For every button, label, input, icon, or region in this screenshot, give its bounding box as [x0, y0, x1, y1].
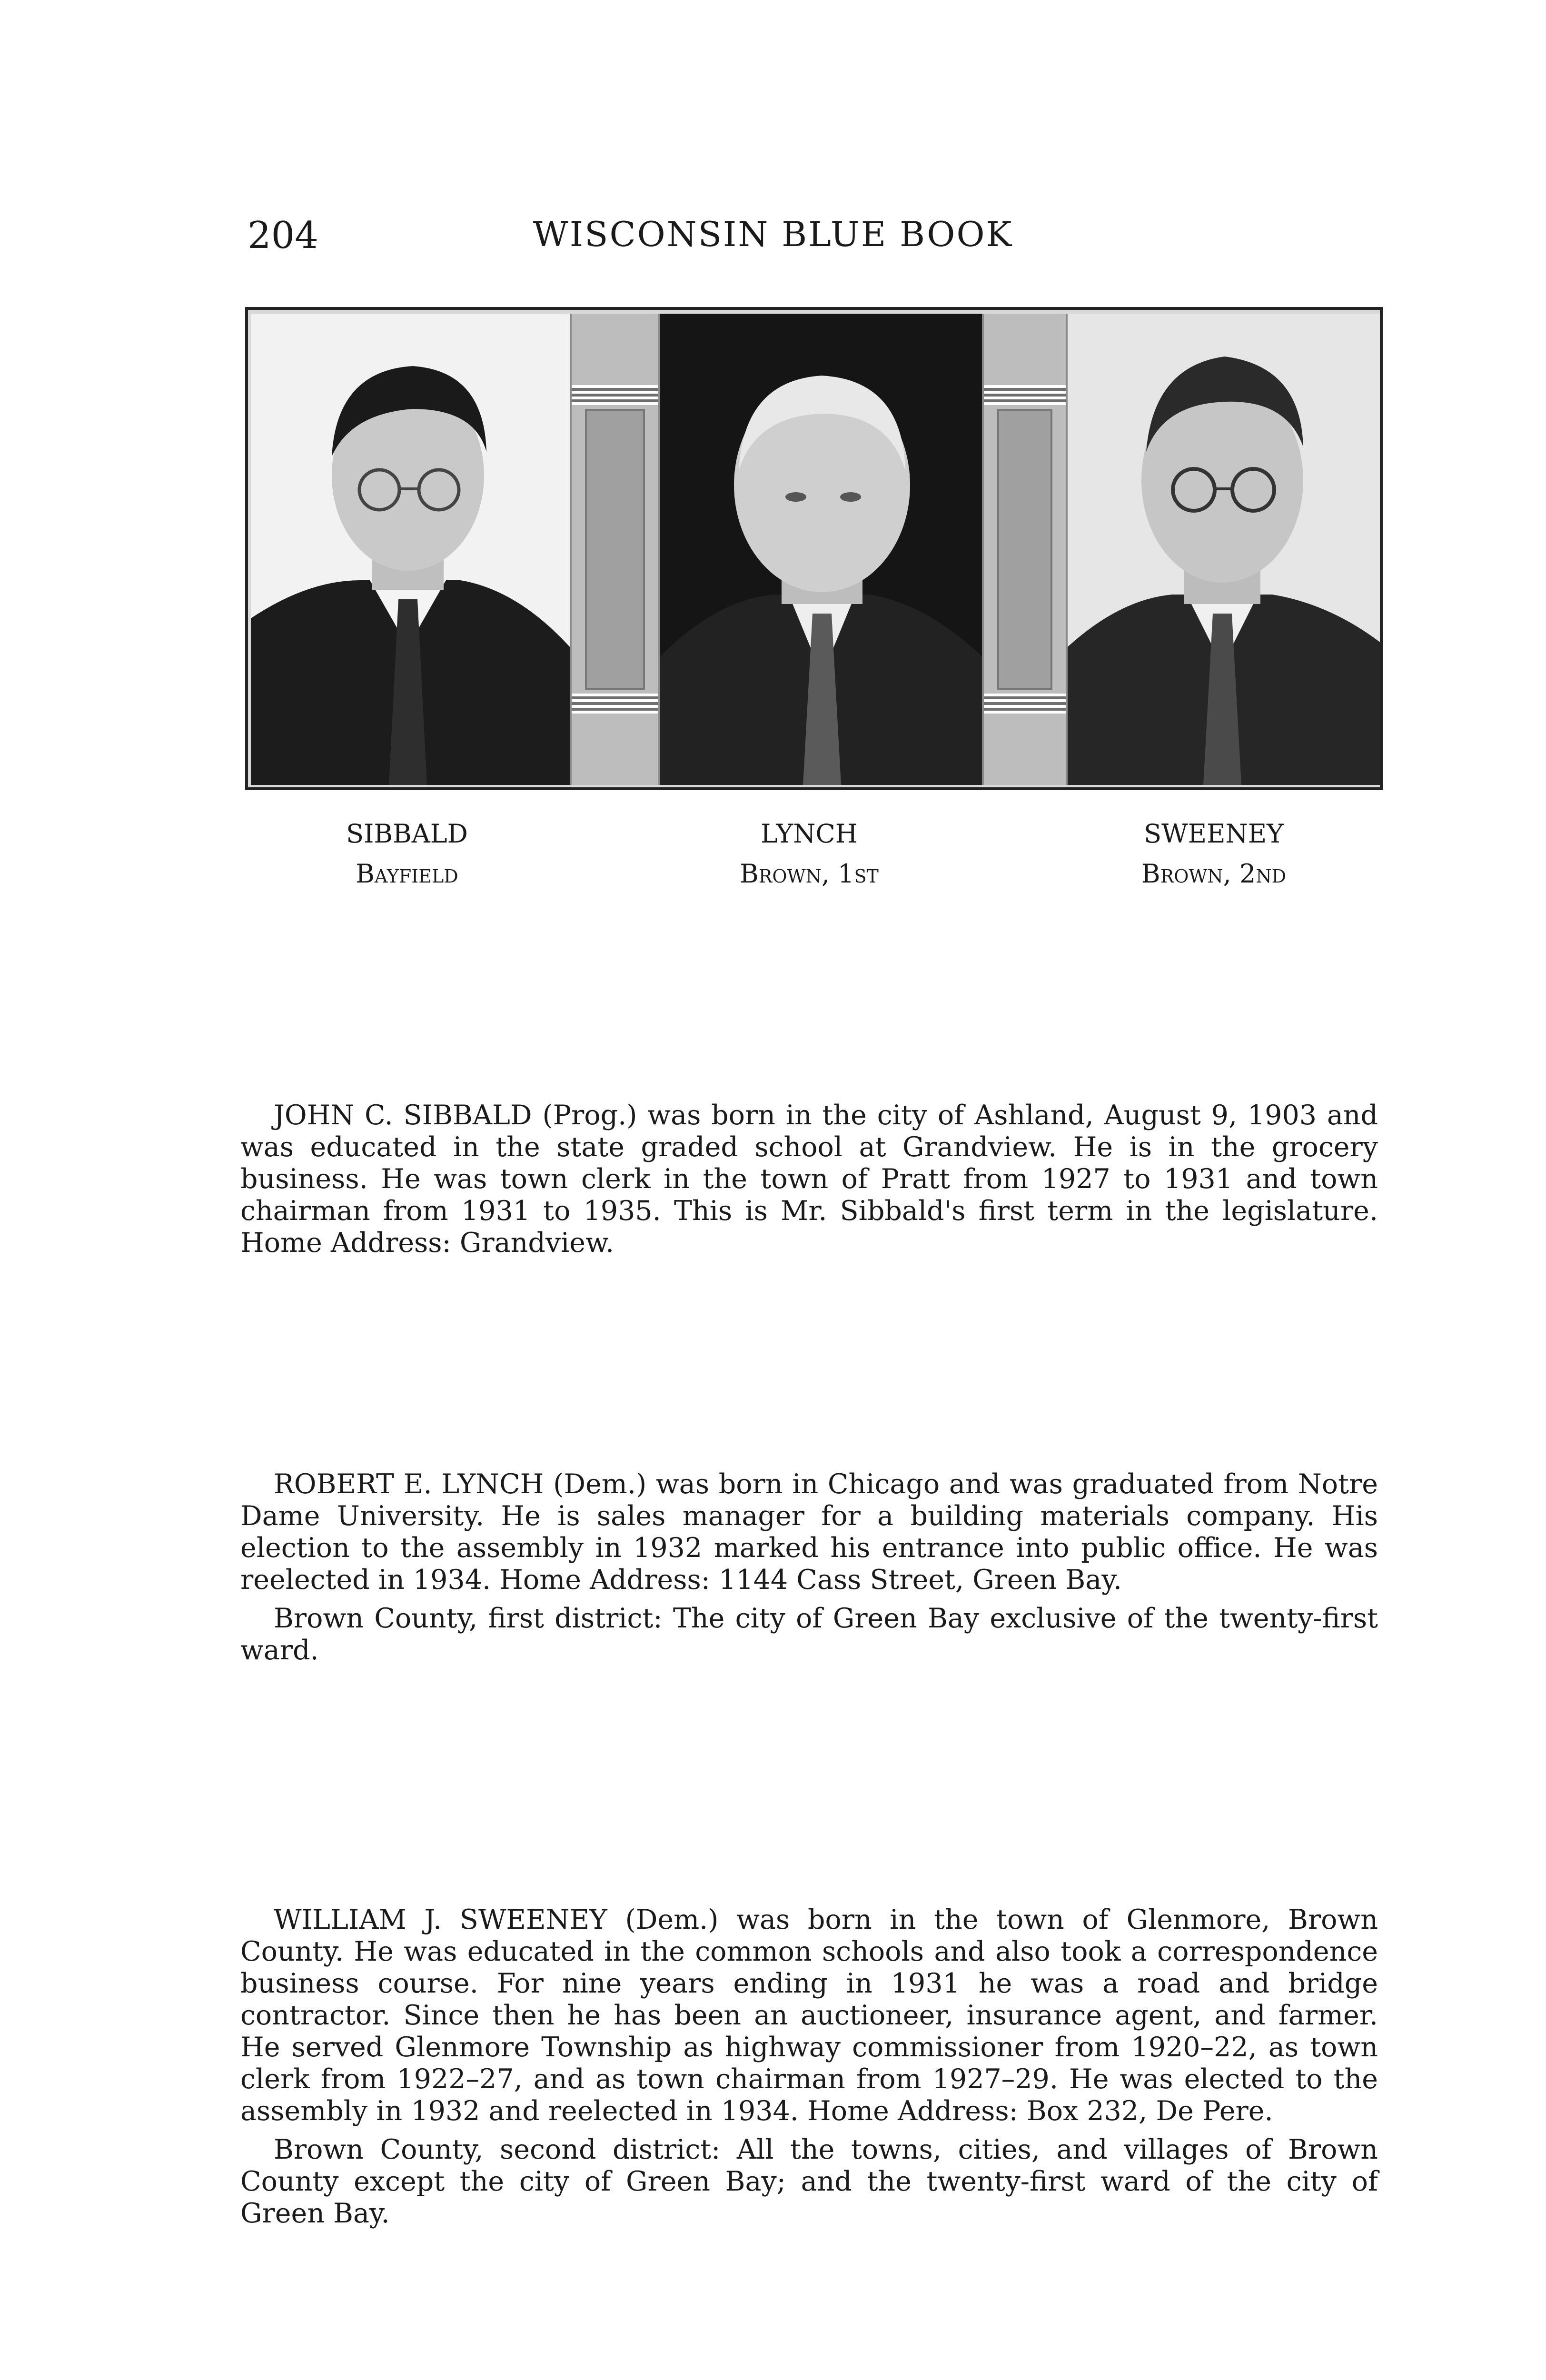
- caption-sweeney: [1047, 814, 1380, 893]
- district-description: Brown County, second district: All the towns, cities, and villages of Brown County except the city of Green Bay; and the twenty-first ward of the city of Green Bay.: [240, 2134, 1378, 2229]
- caption-name: LYNCH: [761, 819, 858, 849]
- district-description: Brown County, first district: The city of Green Bay exclusive of the twenty-first ward.: [240, 1603, 1378, 1666]
- portrait-sweeney: [1068, 314, 1380, 785]
- caption-sibbald: [240, 814, 574, 893]
- bio-paragraph: WILLIAM J. SWEENEY (Dem.) was born in the town of Glenmore, Brown County. He was educated in the common schools and also took a correspondence business course. For nine years ending in 1931 he was a road and bridge contractor. Since then he has been an auctioneer, insurance agent, and farmer. He served Glenmore Township as highway commissioner from 1920–22, as town clerk from 1922–27, and as town chairman from 1927–29. He was elected to the assembly in 1932 and reelected in 1934. Home Address: Box 232, De Pere.: [240, 1904, 1378, 2127]
- decorative-divider-left: [570, 314, 660, 785]
- caption-name: SWEENEY: [1144, 819, 1284, 849]
- caption-district: Bayfield: [356, 858, 458, 889]
- portrait-lynch: [660, 314, 982, 785]
- bio-paragraph: ROBERT E. LYNCH (Dem.) was born in Chicago and was graduated from Notre Dame University. He is sales manager for a building materials company. His election to the assembly in 1932 marked his entrance into public office. He was reelected in 1934. Home Address: 1144 Cass Street, Green Bay.: [240, 1468, 1378, 1596]
- caption-district: Brown, 2nd: [1141, 858, 1287, 889]
- page-number: 204: [248, 214, 318, 257]
- bio-sweeney: [240, 1904, 1378, 2230]
- caption-lynch: [643, 814, 976, 893]
- portrait-sibbald: [251, 314, 570, 785]
- bio-sibbald: [240, 1100, 1378, 1259]
- running-head: WISCONSIN BLUE BOOK: [533, 214, 1013, 254]
- caption-name: SIBBALD: [346, 819, 468, 849]
- caption-district: Brown, 1st: [740, 858, 879, 889]
- decorative-divider-right: [982, 314, 1068, 785]
- bio-paragraph: JOHN C. SIBBALD (Prog.) was born in the city of Ashland, August 9, 1903 and was educated in the state graded school at Grandview. He is in the grocery business. He was town clerk in the town of Pratt from 1927 to 1931 and town chairman from 1931 to 1935. This is Mr. Sibbald's first term in the legislature. Home Address: Grandview.: [240, 1100, 1378, 1259]
- portrait-panel: [245, 307, 1383, 790]
- bio-lynch: [240, 1468, 1378, 1666]
